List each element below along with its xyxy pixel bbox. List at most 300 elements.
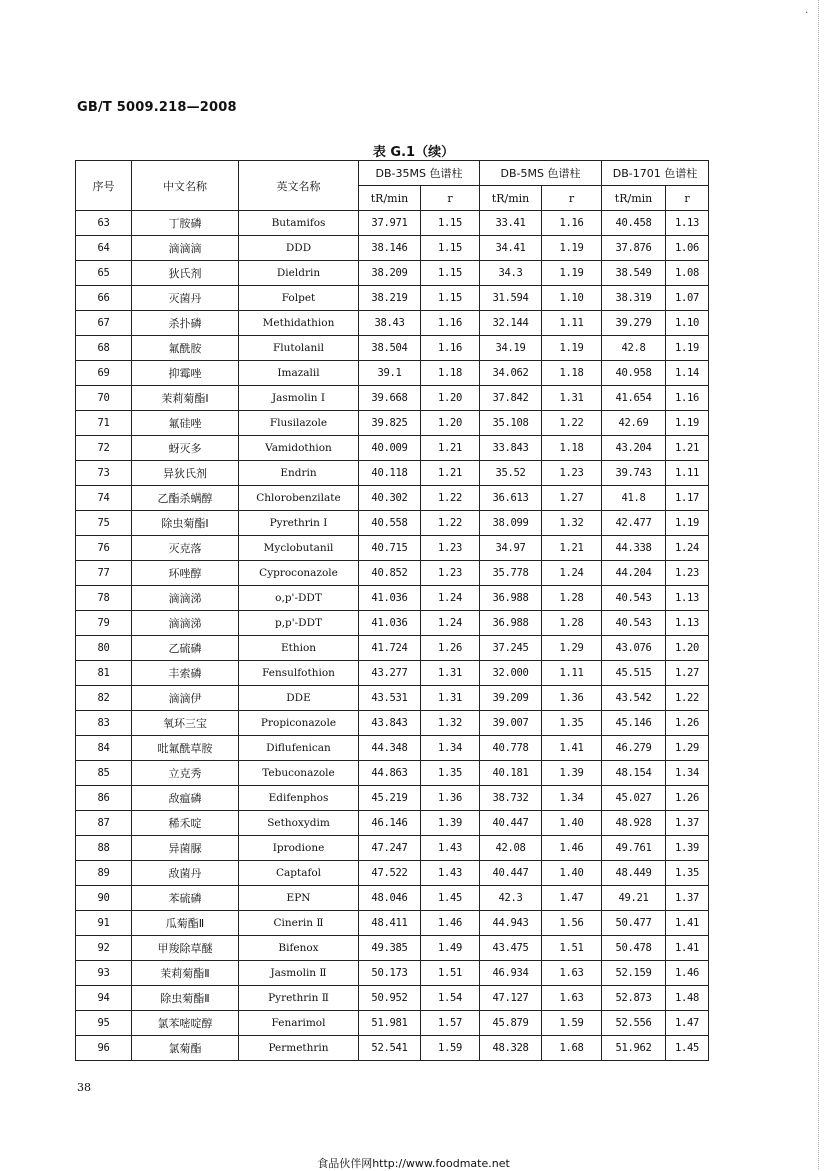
cell-db5ms-r: 1.40 bbox=[542, 861, 602, 886]
cell-db5ms-r: 1.10 bbox=[542, 286, 602, 311]
header-db5ms: DB-5MS 色谱柱 bbox=[480, 161, 602, 186]
cell-db1701-tr: 52.159 bbox=[602, 961, 666, 986]
cell-db1701-r: 1.29 bbox=[666, 736, 709, 761]
cell-db35ms-tr: 50.952 bbox=[359, 986, 421, 1011]
cell-en-name: DDE bbox=[239, 686, 359, 711]
cell-db35ms-r: 1.43 bbox=[421, 861, 480, 886]
cell-db5ms-r: 1.16 bbox=[542, 211, 602, 236]
cell-db5ms-r: 1.40 bbox=[542, 811, 602, 836]
cell-cn-name: 敌瘟磷 bbox=[132, 786, 239, 811]
cell-db35ms-r: 1.34 bbox=[421, 736, 480, 761]
cell-seq: 95 bbox=[76, 1011, 132, 1036]
cell-db5ms-tr: 46.934 bbox=[480, 961, 542, 986]
cell-db5ms-tr: 36.613 bbox=[480, 486, 542, 511]
table-row bbox=[76, 361, 709, 386]
subheader-r: r bbox=[421, 186, 480, 211]
table-row bbox=[76, 836, 709, 861]
cell-db5ms-tr: 33.843 bbox=[480, 436, 542, 461]
cell-db1701-tr: 45.146 bbox=[602, 711, 666, 736]
cell-db5ms-tr: 32.144 bbox=[480, 311, 542, 336]
cell-en-name: Ethion bbox=[239, 636, 359, 661]
retention-time-table bbox=[75, 160, 709, 1061]
cell-db1701-r: 1.20 bbox=[666, 636, 709, 661]
cell-db5ms-r: 1.18 bbox=[542, 436, 602, 461]
cell-en-name: Propiconazole bbox=[239, 711, 359, 736]
cell-seq: 90 bbox=[76, 886, 132, 911]
cell-db5ms-tr: 34.062 bbox=[480, 361, 542, 386]
cell-db35ms-r: 1.23 bbox=[421, 536, 480, 561]
footer-watermark: 食品伙伴网http://www.foodmate.net bbox=[317, 1157, 510, 1170]
cell-cn-name: 灭克落 bbox=[132, 536, 239, 561]
cell-db35ms-tr: 38.504 bbox=[359, 336, 421, 361]
cell-db35ms-r: 1.39 bbox=[421, 811, 480, 836]
table-row bbox=[76, 586, 709, 611]
cell-seq: 96 bbox=[76, 1036, 132, 1061]
cell-en-name: Butamifos bbox=[239, 211, 359, 236]
cell-db1701-r: 1.13 bbox=[666, 211, 709, 236]
cell-db35ms-tr: 39.825 bbox=[359, 411, 421, 436]
cell-db1701-tr: 38.549 bbox=[602, 261, 666, 286]
cell-db35ms-tr: 43.277 bbox=[359, 661, 421, 686]
cell-db1701-tr: 40.543 bbox=[602, 586, 666, 611]
table-row bbox=[76, 261, 709, 286]
table-row bbox=[76, 986, 709, 1011]
cell-db35ms-tr: 49.385 bbox=[359, 936, 421, 961]
cell-seq: 86 bbox=[76, 786, 132, 811]
cell-db5ms-r: 1.19 bbox=[542, 336, 602, 361]
cell-db1701-r: 1.46 bbox=[666, 961, 709, 986]
cell-db5ms-r: 1.19 bbox=[542, 236, 602, 261]
cell-db5ms-r: 1.22 bbox=[542, 411, 602, 436]
cell-db5ms-tr: 45.879 bbox=[480, 1011, 542, 1036]
cell-cn-name: 滴滴涕 bbox=[132, 586, 239, 611]
table-row bbox=[76, 561, 709, 586]
cell-db1701-r: 1.19 bbox=[666, 511, 709, 536]
cell-db35ms-r: 1.22 bbox=[421, 486, 480, 511]
cell-db1701-r: 1.10 bbox=[666, 311, 709, 336]
subheader-r: r bbox=[666, 186, 709, 211]
cell-db1701-tr: 45.027 bbox=[602, 786, 666, 811]
cell-en-name: Cyproconazole bbox=[239, 561, 359, 586]
cell-db5ms-tr: 40.778 bbox=[480, 736, 542, 761]
cell-db5ms-tr: 33.41 bbox=[480, 211, 542, 236]
cell-db5ms-r: 1.68 bbox=[542, 1036, 602, 1061]
cell-seq: 77 bbox=[76, 561, 132, 586]
table-row bbox=[76, 661, 709, 686]
cell-db5ms-r: 1.21 bbox=[542, 536, 602, 561]
cell-db35ms-tr: 45.219 bbox=[359, 786, 421, 811]
cell-db35ms-r: 1.24 bbox=[421, 586, 480, 611]
cell-db5ms-r: 1.39 bbox=[542, 761, 602, 786]
header-db1701: DB-1701 色谱柱 bbox=[602, 161, 709, 186]
cell-db5ms-tr: 37.842 bbox=[480, 386, 542, 411]
cell-db5ms-tr: 38.099 bbox=[480, 511, 542, 536]
page-number: 38 bbox=[77, 1081, 91, 1094]
cell-db35ms-tr: 38.43 bbox=[359, 311, 421, 336]
cell-db35ms-tr: 40.558 bbox=[359, 511, 421, 536]
table-row bbox=[76, 886, 709, 911]
cell-db5ms-r: 1.28 bbox=[542, 586, 602, 611]
subheader-tr: tR/min bbox=[480, 186, 542, 211]
cell-db1701-tr: 48.449 bbox=[602, 861, 666, 886]
cell-cn-name: 氯菊酯 bbox=[132, 1036, 239, 1061]
cell-db1701-r: 1.14 bbox=[666, 361, 709, 386]
cell-db1701-r: 1.34 bbox=[666, 761, 709, 786]
cell-en-name: Folpet bbox=[239, 286, 359, 311]
cell-cn-name: 抑霉唑 bbox=[132, 361, 239, 386]
cell-db5ms-r: 1.27 bbox=[542, 486, 602, 511]
cell-db5ms-r: 1.59 bbox=[542, 1011, 602, 1036]
cell-cn-name: 氟酰胺 bbox=[132, 336, 239, 361]
cell-seq: 93 bbox=[76, 961, 132, 986]
cell-seq: 74 bbox=[76, 486, 132, 511]
cell-en-name: Imazalil bbox=[239, 361, 359, 386]
cell-db1701-tr: 45.515 bbox=[602, 661, 666, 686]
cell-seq: 64 bbox=[76, 236, 132, 261]
cell-seq: 66 bbox=[76, 286, 132, 311]
cell-db5ms-r: 1.34 bbox=[542, 786, 602, 811]
cell-db1701-r: 1.22 bbox=[666, 686, 709, 711]
table-row bbox=[76, 911, 709, 936]
cell-en-name: Chlorobenzilate bbox=[239, 486, 359, 511]
cell-seq: 76 bbox=[76, 536, 132, 561]
cell-db35ms-r: 1.21 bbox=[421, 436, 480, 461]
cell-db35ms-r: 1.15 bbox=[421, 286, 480, 311]
cell-cn-name: 杀扑磷 bbox=[132, 311, 239, 336]
cell-en-name: Methidathion bbox=[239, 311, 359, 336]
cell-db35ms-r: 1.32 bbox=[421, 711, 480, 736]
cell-db5ms-tr: 35.108 bbox=[480, 411, 542, 436]
cell-seq: 94 bbox=[76, 986, 132, 1011]
cell-en-name: Pyrethrin Ⅰ bbox=[239, 511, 359, 536]
cell-db1701-tr: 43.204 bbox=[602, 436, 666, 461]
cell-en-name: Edifenphos bbox=[239, 786, 359, 811]
cell-db5ms-r: 1.24 bbox=[542, 561, 602, 586]
cell-db1701-tr: 49.21 bbox=[602, 886, 666, 911]
table-row bbox=[76, 511, 709, 536]
cell-db1701-tr: 48.154 bbox=[602, 761, 666, 786]
cell-db1701-r: 1.41 bbox=[666, 936, 709, 961]
table-row bbox=[76, 536, 709, 561]
cell-seq: 85 bbox=[76, 761, 132, 786]
cell-cn-name: 除虫菊酯Ⅰ bbox=[132, 511, 239, 536]
cell-seq: 72 bbox=[76, 436, 132, 461]
cell-en-name: Jasmolin Ⅰ bbox=[239, 386, 359, 411]
cell-db1701-r: 1.13 bbox=[666, 611, 709, 636]
cell-db35ms-r: 1.24 bbox=[421, 611, 480, 636]
cell-seq: 65 bbox=[76, 261, 132, 286]
cell-db35ms-tr: 39.1 bbox=[359, 361, 421, 386]
cell-db1701-r: 1.19 bbox=[666, 411, 709, 436]
cell-db35ms-tr: 44.348 bbox=[359, 736, 421, 761]
cell-db5ms-tr: 35.52 bbox=[480, 461, 542, 486]
table-row bbox=[76, 761, 709, 786]
cell-db1701-r: 1.37 bbox=[666, 811, 709, 836]
cell-db5ms-r: 1.11 bbox=[542, 661, 602, 686]
cell-cn-name: 灭菌丹 bbox=[132, 286, 239, 311]
cell-db35ms-r: 1.35 bbox=[421, 761, 480, 786]
cell-db35ms-tr: 43.843 bbox=[359, 711, 421, 736]
cell-db1701-tr: 42.8 bbox=[602, 336, 666, 361]
cell-db1701-r: 1.21 bbox=[666, 436, 709, 461]
table-row bbox=[76, 1036, 709, 1061]
subheader-tr: tR/min bbox=[602, 186, 666, 211]
cell-db1701-r: 1.24 bbox=[666, 536, 709, 561]
cell-cn-name: 吡氟酰草胺 bbox=[132, 736, 239, 761]
cell-db1701-tr: 39.279 bbox=[602, 311, 666, 336]
cell-db35ms-tr: 51.981 bbox=[359, 1011, 421, 1036]
header-seq: 序号 bbox=[76, 161, 132, 211]
cell-seq: 88 bbox=[76, 836, 132, 861]
cell-db5ms-tr: 34.97 bbox=[480, 536, 542, 561]
cell-db1701-r: 1.08 bbox=[666, 261, 709, 286]
cell-db1701-tr: 41.8 bbox=[602, 486, 666, 511]
header-cn-name: 中文名称 bbox=[132, 161, 239, 211]
cell-en-name: Dieldrin bbox=[239, 261, 359, 286]
cell-db35ms-r: 1.57 bbox=[421, 1011, 480, 1036]
cell-seq: 83 bbox=[76, 711, 132, 736]
cell-en-name: Tebuconazole bbox=[239, 761, 359, 786]
cell-db35ms-r: 1.21 bbox=[421, 461, 480, 486]
cell-db35ms-r: 1.49 bbox=[421, 936, 480, 961]
cell-seq: 81 bbox=[76, 661, 132, 686]
cell-db1701-tr: 41.654 bbox=[602, 386, 666, 411]
cell-db5ms-tr: 42.08 bbox=[480, 836, 542, 861]
cell-seq: 67 bbox=[76, 311, 132, 336]
cell-db1701-tr: 44.204 bbox=[602, 561, 666, 586]
cell-db1701-r: 1.48 bbox=[666, 986, 709, 1011]
table-row bbox=[76, 411, 709, 436]
cell-cn-name: 环唑醇 bbox=[132, 561, 239, 586]
cell-db35ms-r: 1.15 bbox=[421, 236, 480, 261]
cell-en-name: DDD bbox=[239, 236, 359, 261]
cell-en-name: Pyrethrin Ⅱ bbox=[239, 986, 359, 1011]
cell-cn-name: 乙硫磷 bbox=[132, 636, 239, 661]
table-header-row bbox=[76, 161, 709, 186]
cell-cn-name: 稀禾啶 bbox=[132, 811, 239, 836]
cell-db35ms-r: 1.36 bbox=[421, 786, 480, 811]
cell-seq: 68 bbox=[76, 336, 132, 361]
cell-db5ms-tr: 37.245 bbox=[480, 636, 542, 661]
cell-db35ms-tr: 40.009 bbox=[359, 436, 421, 461]
cell-db35ms-r: 1.18 bbox=[421, 361, 480, 386]
cell-db5ms-r: 1.31 bbox=[542, 386, 602, 411]
cell-db35ms-r: 1.31 bbox=[421, 686, 480, 711]
table-row bbox=[76, 861, 709, 886]
cell-db35ms-tr: 40.852 bbox=[359, 561, 421, 586]
cell-cn-name: 氟硅唑 bbox=[132, 411, 239, 436]
cell-cn-name: 甲羧除草醚 bbox=[132, 936, 239, 961]
cell-en-name: Permethrin bbox=[239, 1036, 359, 1061]
cell-cn-name: 敌菌丹 bbox=[132, 861, 239, 886]
cell-db35ms-r: 1.59 bbox=[421, 1036, 480, 1061]
cell-cn-name: 丁胺磷 bbox=[132, 211, 239, 236]
table-row bbox=[76, 311, 709, 336]
cell-en-name: Captafol bbox=[239, 861, 359, 886]
cell-db1701-r: 1.26 bbox=[666, 711, 709, 736]
table-row bbox=[76, 336, 709, 361]
cell-db1701-tr: 38.319 bbox=[602, 286, 666, 311]
cell-db35ms-r: 1.54 bbox=[421, 986, 480, 1011]
cell-db1701-tr: 40.458 bbox=[602, 211, 666, 236]
cell-db5ms-tr: 47.127 bbox=[480, 986, 542, 1011]
cell-db35ms-tr: 48.411 bbox=[359, 911, 421, 936]
cell-db35ms-tr: 50.173 bbox=[359, 961, 421, 986]
scan-edge-line bbox=[818, 0, 819, 1169]
cell-db5ms-tr: 34.3 bbox=[480, 261, 542, 286]
cell-cn-name: 蚜灭多 bbox=[132, 436, 239, 461]
cell-cn-name: 滴滴涕 bbox=[132, 611, 239, 636]
cell-en-name: p,p'-DDT bbox=[239, 611, 359, 636]
header-db35ms: DB-35MS 色谱柱 bbox=[359, 161, 480, 186]
cell-en-name: Bifenox bbox=[239, 936, 359, 961]
cell-db5ms-r: 1.46 bbox=[542, 836, 602, 861]
cell-db35ms-tr: 39.668 bbox=[359, 386, 421, 411]
table-row bbox=[76, 436, 709, 461]
cell-db5ms-tr: 35.778 bbox=[480, 561, 542, 586]
cell-db1701-tr: 43.542 bbox=[602, 686, 666, 711]
cell-db35ms-tr: 38.209 bbox=[359, 261, 421, 286]
cell-db35ms-tr: 41.724 bbox=[359, 636, 421, 661]
cell-db35ms-r: 1.26 bbox=[421, 636, 480, 661]
cell-db35ms-r: 1.23 bbox=[421, 561, 480, 586]
cell-db1701-tr: 52.873 bbox=[602, 986, 666, 1011]
cell-db1701-tr: 48.928 bbox=[602, 811, 666, 836]
cell-db1701-tr: 49.761 bbox=[602, 836, 666, 861]
cell-seq: 75 bbox=[76, 511, 132, 536]
cell-db1701-tr: 37.876 bbox=[602, 236, 666, 261]
cell-cn-name: 乙酯杀螨醇 bbox=[132, 486, 239, 511]
table-row bbox=[76, 711, 709, 736]
cell-db35ms-r: 1.20 bbox=[421, 411, 480, 436]
cell-db5ms-tr: 39.209 bbox=[480, 686, 542, 711]
cell-db35ms-tr: 37.971 bbox=[359, 211, 421, 236]
cell-db5ms-r: 1.56 bbox=[542, 911, 602, 936]
cell-db1701-tr: 44.338 bbox=[602, 536, 666, 561]
cell-db1701-r: 1.19 bbox=[666, 336, 709, 361]
cell-seq: 70 bbox=[76, 386, 132, 411]
subheader-tr: tR/min bbox=[359, 186, 421, 211]
cell-db5ms-tr: 48.328 bbox=[480, 1036, 542, 1061]
table-row bbox=[76, 211, 709, 236]
cell-db5ms-r: 1.32 bbox=[542, 511, 602, 536]
cell-db35ms-tr: 48.046 bbox=[359, 886, 421, 911]
cell-en-name: EPN bbox=[239, 886, 359, 911]
cell-db1701-r: 1.06 bbox=[666, 236, 709, 261]
cell-cn-name: 狄氏剂 bbox=[132, 261, 239, 286]
cell-db35ms-tr: 43.531 bbox=[359, 686, 421, 711]
cell-db1701-r: 1.17 bbox=[666, 486, 709, 511]
cell-db1701-tr: 46.279 bbox=[602, 736, 666, 761]
cell-seq: 78 bbox=[76, 586, 132, 611]
cell-db5ms-tr: 34.41 bbox=[480, 236, 542, 261]
cell-db5ms-tr: 40.447 bbox=[480, 811, 542, 836]
table-row bbox=[76, 686, 709, 711]
cell-en-name: Fenarimol bbox=[239, 1011, 359, 1036]
cell-db35ms-r: 1.15 bbox=[421, 211, 480, 236]
cell-db5ms-tr: 32.000 bbox=[480, 661, 542, 686]
cell-db1701-r: 1.07 bbox=[666, 286, 709, 311]
cell-en-name: Flusilazole bbox=[239, 411, 359, 436]
cell-seq: 92 bbox=[76, 936, 132, 961]
cell-db35ms-tr: 38.219 bbox=[359, 286, 421, 311]
cell-db5ms-r: 1.41 bbox=[542, 736, 602, 761]
cell-db35ms-r: 1.15 bbox=[421, 261, 480, 286]
cell-db35ms-tr: 46.146 bbox=[359, 811, 421, 836]
cell-en-name: Cinerin Ⅱ bbox=[239, 911, 359, 936]
table-row bbox=[76, 786, 709, 811]
cell-db5ms-r: 1.63 bbox=[542, 986, 602, 1011]
cell-cn-name: 苯硫磷 bbox=[132, 886, 239, 911]
standard-number: GB/T 5009.218—2008 bbox=[77, 100, 237, 115]
cell-en-name: Myclobutanil bbox=[239, 536, 359, 561]
cell-db1701-r: 1.47 bbox=[666, 1011, 709, 1036]
table-row bbox=[76, 961, 709, 986]
cell-db1701-r: 1.35 bbox=[666, 861, 709, 886]
cell-db1701-tr: 42.477 bbox=[602, 511, 666, 536]
cell-cn-name: 除虫菊酯Ⅱ bbox=[132, 986, 239, 1011]
cell-db5ms-tr: 38.732 bbox=[480, 786, 542, 811]
cell-db5ms-tr: 36.988 bbox=[480, 586, 542, 611]
cell-db5ms-tr: 42.3 bbox=[480, 886, 542, 911]
cell-db5ms-r: 1.51 bbox=[542, 936, 602, 961]
cell-db5ms-tr: 39.007 bbox=[480, 711, 542, 736]
cell-db35ms-tr: 47.522 bbox=[359, 861, 421, 886]
table-row bbox=[76, 736, 709, 761]
cell-seq: 71 bbox=[76, 411, 132, 436]
cell-db5ms-tr: 31.594 bbox=[480, 286, 542, 311]
table-row bbox=[76, 486, 709, 511]
cell-db35ms-r: 1.22 bbox=[421, 511, 480, 536]
cell-db5ms-r: 1.18 bbox=[542, 361, 602, 386]
cell-db1701-r: 1.26 bbox=[666, 786, 709, 811]
cell-db35ms-tr: 40.302 bbox=[359, 486, 421, 511]
cell-db5ms-tr: 44.943 bbox=[480, 911, 542, 936]
cell-en-name: Sethoxydim bbox=[239, 811, 359, 836]
cell-en-name: o,p'-DDT bbox=[239, 586, 359, 611]
cell-db35ms-tr: 41.036 bbox=[359, 611, 421, 636]
cell-cn-name: 茉莉菊酯Ⅱ bbox=[132, 961, 239, 986]
cell-db1701-tr: 40.958 bbox=[602, 361, 666, 386]
cell-seq: 69 bbox=[76, 361, 132, 386]
cell-cn-name: 瓜菊酯Ⅱ bbox=[132, 911, 239, 936]
cell-cn-name: 茉莉菊酯Ⅰ bbox=[132, 386, 239, 411]
cell-db5ms-r: 1.28 bbox=[542, 611, 602, 636]
cell-db35ms-r: 1.51 bbox=[421, 961, 480, 986]
cell-db1701-r: 1.39 bbox=[666, 836, 709, 861]
cell-db1701-r: 1.45 bbox=[666, 1036, 709, 1061]
cell-db1701-r: 1.16 bbox=[666, 386, 709, 411]
cell-db35ms-tr: 44.863 bbox=[359, 761, 421, 786]
cell-db1701-r: 1.37 bbox=[666, 886, 709, 911]
cell-db35ms-tr: 41.036 bbox=[359, 586, 421, 611]
cell-db5ms-tr: 34.19 bbox=[480, 336, 542, 361]
cell-en-name: Vamidothion bbox=[239, 436, 359, 461]
cell-db5ms-r: 1.63 bbox=[542, 961, 602, 986]
cell-seq: 91 bbox=[76, 911, 132, 936]
cell-db5ms-r: 1.47 bbox=[542, 886, 602, 911]
table-row bbox=[76, 611, 709, 636]
cell-db35ms-tr: 47.247 bbox=[359, 836, 421, 861]
cell-db35ms-r: 1.45 bbox=[421, 886, 480, 911]
cell-seq: 82 bbox=[76, 686, 132, 711]
cell-seq: 80 bbox=[76, 636, 132, 661]
cell-db1701-r: 1.23 bbox=[666, 561, 709, 586]
cell-en-name: Endrin bbox=[239, 461, 359, 486]
cell-seq: 89 bbox=[76, 861, 132, 886]
cell-db5ms-r: 1.35 bbox=[542, 711, 602, 736]
cell-en-name: Flutolanil bbox=[239, 336, 359, 361]
